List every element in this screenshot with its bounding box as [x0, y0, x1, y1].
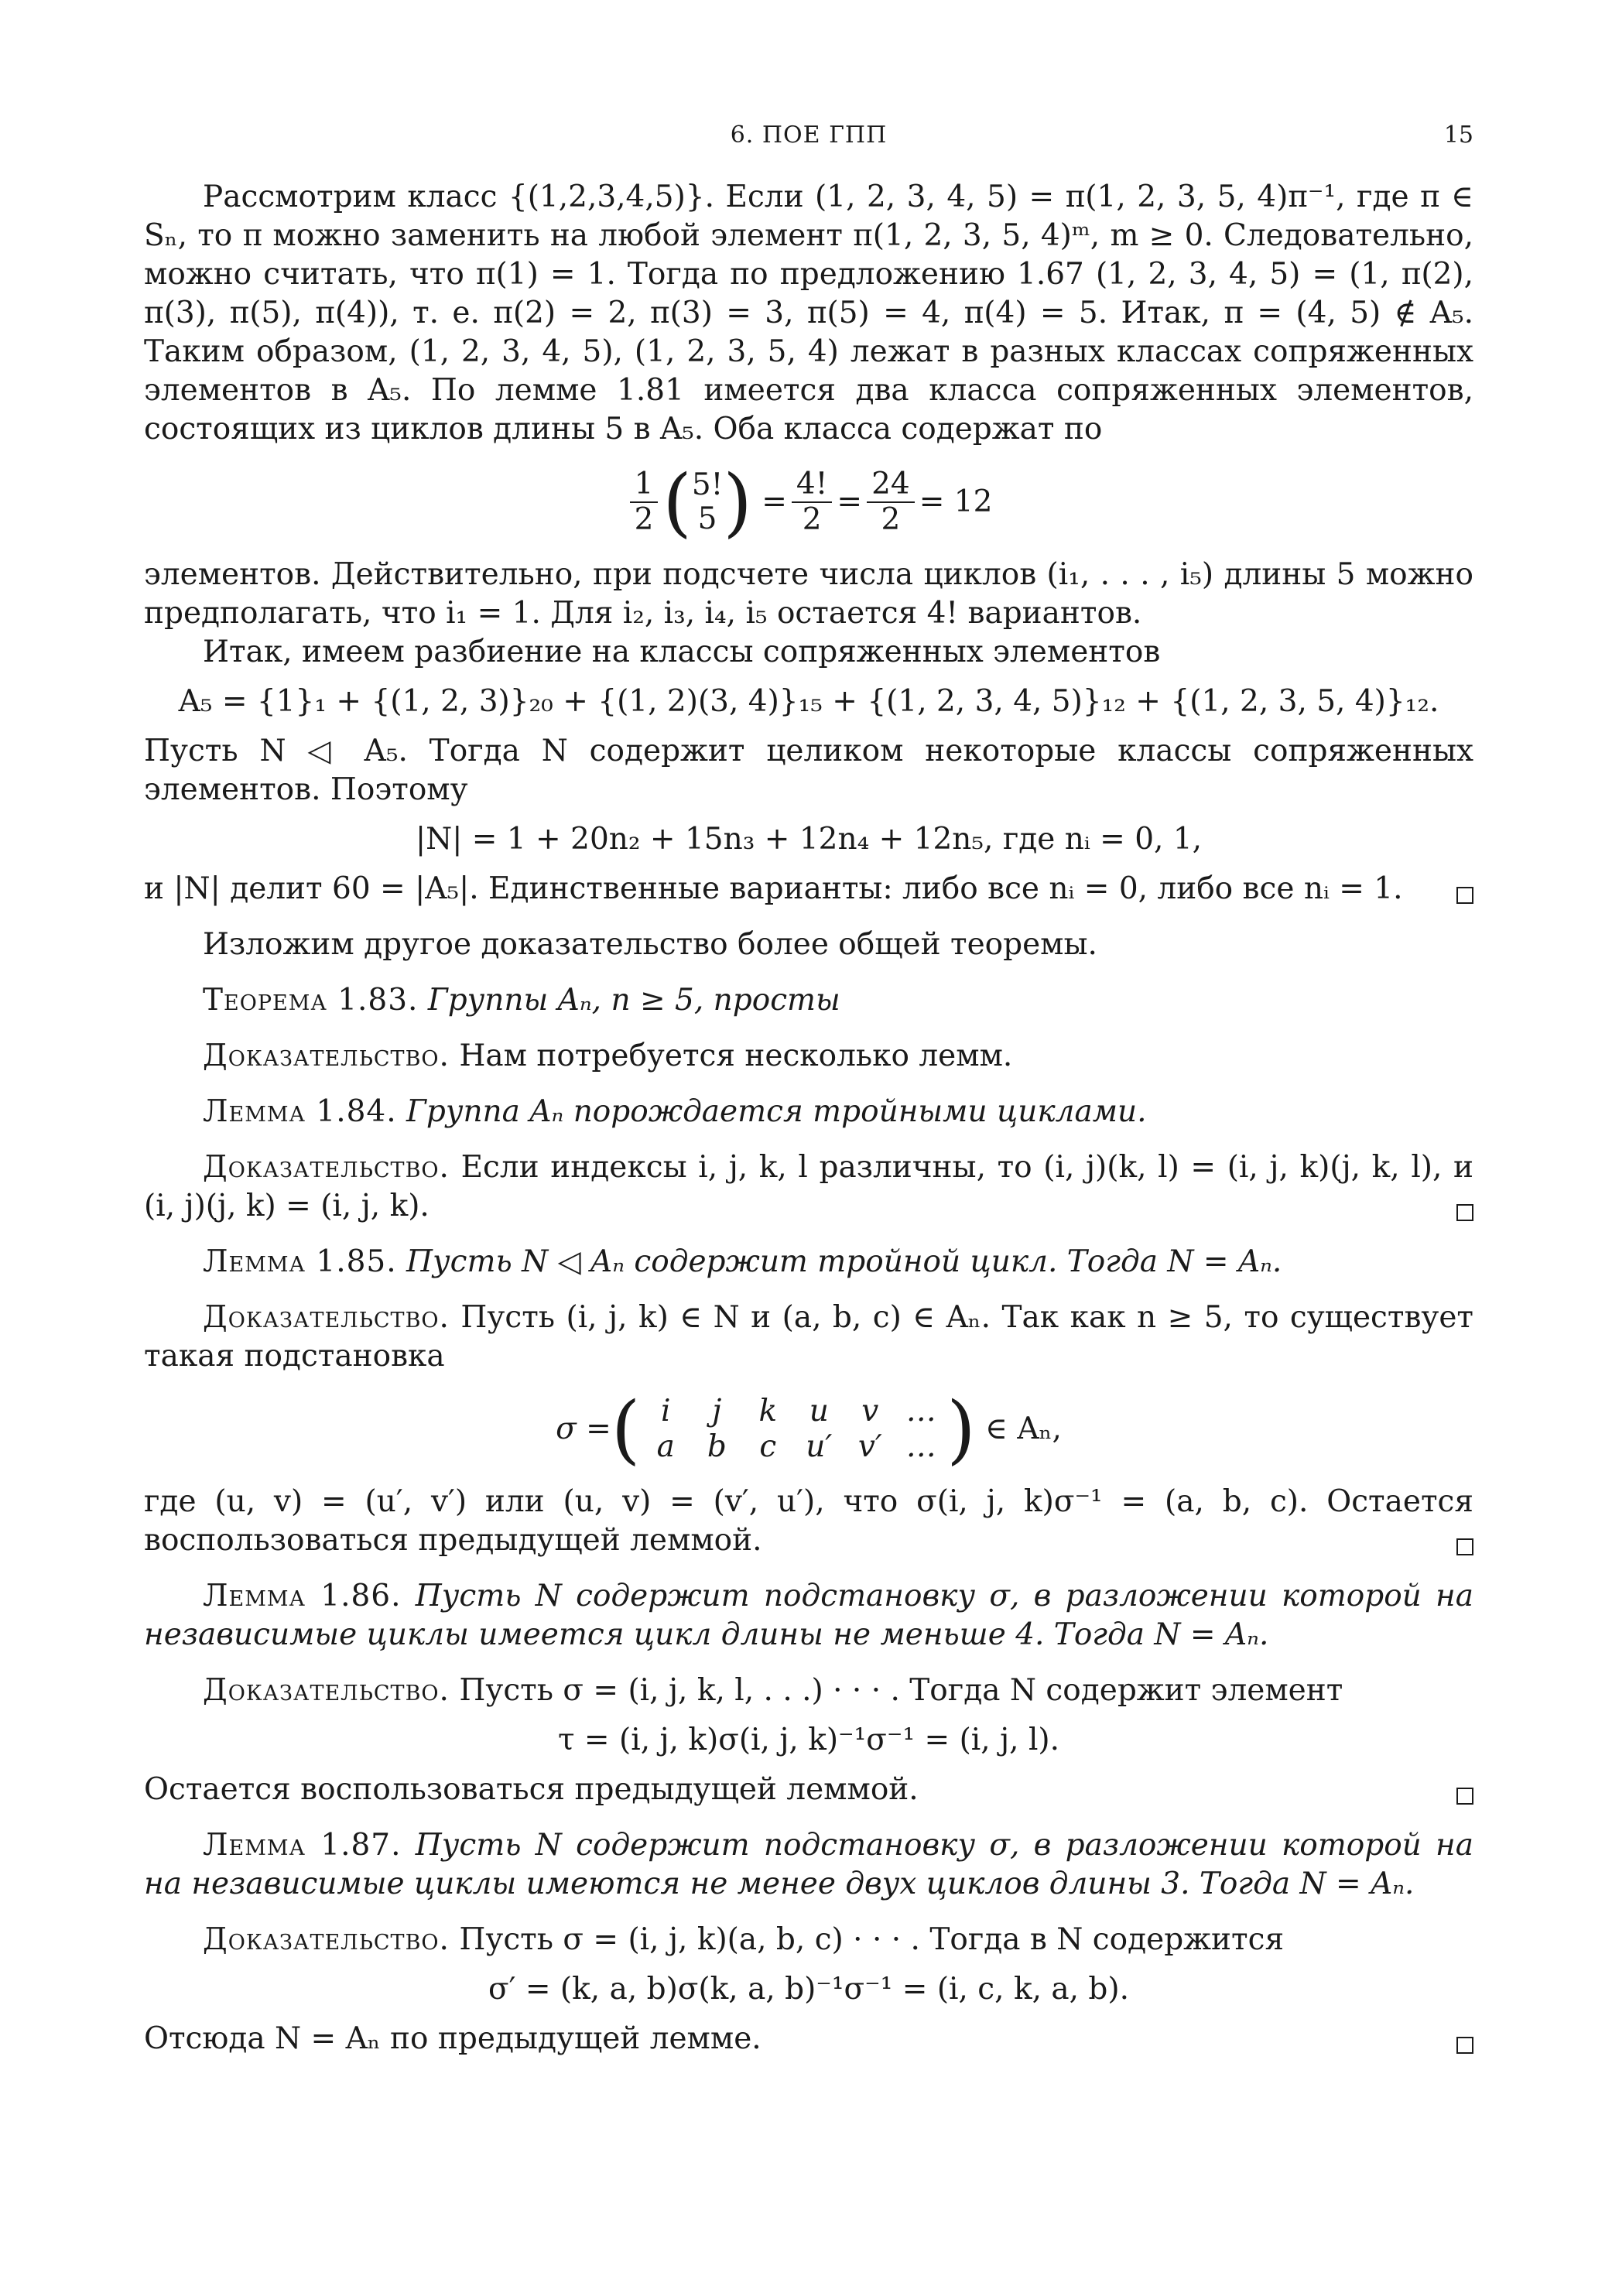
qed-square-icon: [1456, 1204, 1473, 1221]
lemma-text: Пусть N ◁ Aₙ содержит тройной цикл. Тогда N = Aₙ.: [406, 1244, 1282, 1279]
equals-sign: =: [837, 484, 863, 519]
proof-1: [144, 1037, 1473, 1076]
matrix-cell: j: [712, 1394, 722, 1429]
paragraph-1: Рассмотрим класс {(1,2,3,4,5)}. Если (1, 2, 3, 4, 5) = π(1, 2, 3, 5, 4)π⁻¹, где π ∈ Sₙ, то π можно заменить на любой элемент π(1, 2, 3, 5, 4)ᵐ, m ≥ 0. Следовательно, можно считать, что π(1) = 1. Тогда по предложению 1.67 (1, 2, 3, 4, 5) = (1, π(2), π(3), π(5), π(4)), т. е. π(2) = 2, π(3) = 3, π(5) = 4, π(4) = 5. Итак, π = (4, 5) ∉ A₅. Таким образом, (1, 2, 3, 4, 5), (1, 2, 3, 5, 4) лежат в разных классах сопряженных элементов в A₅. По лемме 1.81 имеется два класса сопряженных элементов, состоящих из циклов длины 5 в A₅. Оба класса содержат по: [144, 180, 1473, 447]
paren-right: ): [723, 459, 752, 546]
proof-2: [144, 1148, 1473, 1226]
sigma-rhs: ∈ Aₙ,: [985, 1411, 1062, 1446]
proof-label: Доказательство.: [203, 1300, 450, 1335]
proof-4: [144, 1672, 1473, 1710]
proof-text: Нам потребуется несколько лемм.: [459, 1039, 1013, 1073]
fraction-numerator: 4!: [792, 467, 833, 503]
paragraph-4: Пусть N ◁ A₅. Тогда N содержит целиком некоторые классы сопряженных элементов. Поэтому: [144, 734, 1473, 807]
proof-label: Доказательство.: [203, 1673, 450, 1708]
matrix-cell: k: [758, 1394, 778, 1429]
lemma-1-85: [144, 1243, 1473, 1281]
proof-3: [144, 1299, 1473, 1376]
fraction-numerator: 1: [630, 467, 659, 503]
paragraph-6: Изложим другое доказательство более общей теоремы.: [203, 927, 1097, 962]
paragraph-7: [144, 1483, 1473, 1560]
qed-square-icon: [1456, 887, 1473, 904]
theorem-1-83: [144, 981, 1473, 1020]
page-number: 15: [1443, 121, 1473, 149]
formula-count: [144, 460, 1473, 545]
proof-text: Пусть σ = (i, j, k, l, . . .) · · · . Тогда N содержит элемент: [459, 1673, 1343, 1708]
running-head: [144, 116, 1473, 155]
matrix-cell: c: [759, 1429, 777, 1464]
paragraph-7-text: где (u, v) = (u′, v′) или (u, v) = (v′, u′), что σ(i, j, k)σ⁻¹ = (a, b, c). Остается воспользоваться предыдущей леммой.: [144, 1484, 1473, 1558]
proof-text: Если индексы i, j, k, l различны, то (i, j)(k, l) = (i, j, k)(j, k, l), и (i, j)(j, k) = (i, j, k).: [144, 1150, 1474, 1223]
paragraph-5: [144, 870, 1473, 908]
matrix-cell: a: [656, 1429, 675, 1464]
formula-result: = 12: [919, 484, 993, 519]
matrix-cell: i: [661, 1394, 671, 1429]
fraction-24: [867, 467, 915, 537]
formula-partition: A₅ = {1}₁ + {(1, 2, 3)}₂₀ + {(1, 2)(3, 4)}₁₅ + {(1, 2, 3, 4, 5)}₁₂ + {(1, 2, 3, 5, 4)}₁₂.: [178, 684, 1439, 719]
lemma-text: Пусть N содержит подстановку σ, в разложении которой на на независимые циклы имеются не менее двух циклов длины 3. Тогда N = Aₙ.: [144, 1828, 1473, 1901]
lemma-label: Лемма 1.85.: [203, 1244, 397, 1279]
proof-5: [144, 1921, 1473, 1959]
paren-left: (: [662, 459, 692, 546]
matrix-cell: v: [861, 1394, 879, 1429]
proof-label: Доказательство.: [203, 1039, 450, 1073]
sigma-lhs: σ =: [556, 1411, 611, 1446]
proof-label: Доказательство.: [203, 1922, 450, 1957]
lemma-label: Лемма 1.86.: [203, 1579, 402, 1613]
lemma-label: Лемма 1.87.: [203, 1828, 402, 1863]
substitution-matrix: [640, 1394, 946, 1465]
matrix-cell: …: [905, 1429, 936, 1464]
matrix-cell: …: [905, 1394, 936, 1429]
paragraph-9: [144, 2020, 1473, 2058]
lemma-text: Пусть N содержит подстановку σ, в разложении которой на независимые циклы имеется цикл длины не меньше 4. Тогда N = Aₙ.: [144, 1579, 1473, 1652]
lemma-1-86: [144, 1577, 1473, 1654]
paren-right: ): [946, 1386, 976, 1473]
matrix-cell: v′: [857, 1429, 882, 1464]
fraction-denominator: 2: [802, 502, 822, 537]
matrix-cell: u′: [806, 1429, 833, 1464]
binomial-top: 5!: [691, 467, 724, 502]
fraction-denominator: 2: [634, 502, 654, 537]
matrix-cell: b: [707, 1429, 727, 1464]
theorem-text: Группы Aₙ, n ≥ 5, просты: [427, 983, 840, 1018]
paragraph-2: элементов. Действительно, при подсчете числа циклов (i₁, . . . , i₅) длины 5 можно предполагать, что i₁ = 1. Для i₂, i₃, i₄, i₅ остается 4! вариантов.: [144, 557, 1473, 631]
lemma-1-84: [144, 1093, 1473, 1131]
paragraph-9-text: Отсюда N = Aₙ по предыдущей лемме.: [144, 2021, 762, 2056]
lemma-1-87: [144, 1826, 1473, 1904]
proof-label: Доказательство.: [203, 1150, 450, 1185]
proof-text: Пусть σ = (i, j, k)(a, b, c) · · · . Тогда в N содержится: [459, 1922, 1285, 1957]
formula-substitution: [144, 1387, 1473, 1472]
paragraph-5-text: и |N| делит 60 = |A₅|. Единственные варианты: либо все nᵢ = 0, либо все nᵢ = 1.: [144, 871, 1403, 906]
fraction-4fact: [792, 467, 833, 537]
qed-square-icon: [1456, 1788, 1473, 1805]
proof-text: Пусть (i, j, k) ∈ N и (a, b, c) ∈ Aₙ. Так как n ≥ 5, то существует такая подстановка: [144, 1300, 1473, 1374]
paragraph-8: [144, 1771, 1473, 1809]
matrix-cell: u: [809, 1394, 829, 1429]
lemma-label: Лемма 1.84.: [203, 1094, 397, 1129]
formula-order: |N| = 1 + 20n₂ + 15n₃ + 12n₄ + 12n₅, где nᵢ = 0, 1,: [415, 822, 1203, 857]
binomial-bottom: 5: [697, 501, 717, 536]
fraction-half: [630, 467, 659, 537]
page: [144, 116, 1473, 2058]
qed-square-icon: [1456, 1538, 1473, 1555]
theorem-label: Теорема 1.83.: [203, 983, 419, 1018]
paragraph-3: Итак, имеем разбиение на классы сопряженных элементов: [203, 635, 1161, 669]
running-title: 6. ПОЕ ГПП: [730, 121, 888, 149]
binomial: [692, 468, 724, 536]
formula-sigma-prime: σ′ = (k, a, b)σ(k, a, b)⁻¹σ⁻¹ = (i, c, k, a, b).: [488, 1972, 1129, 2007]
formula-tau: τ = (i, j, k)σ(i, j, k)⁻¹σ⁻¹ = (i, j, l).: [557, 1723, 1060, 1757]
fraction-numerator: 24: [867, 467, 915, 503]
lemma-text: Группа Aₙ порождается тройными циклами.: [406, 1094, 1147, 1129]
paren-left: (: [611, 1386, 641, 1473]
fraction-denominator: 2: [881, 502, 901, 537]
equals-sign: =: [762, 484, 787, 519]
paragraph-8-text: Остается воспользоваться предыдущей леммой.: [144, 1772, 919, 1807]
qed-square-icon: [1456, 2037, 1473, 2054]
